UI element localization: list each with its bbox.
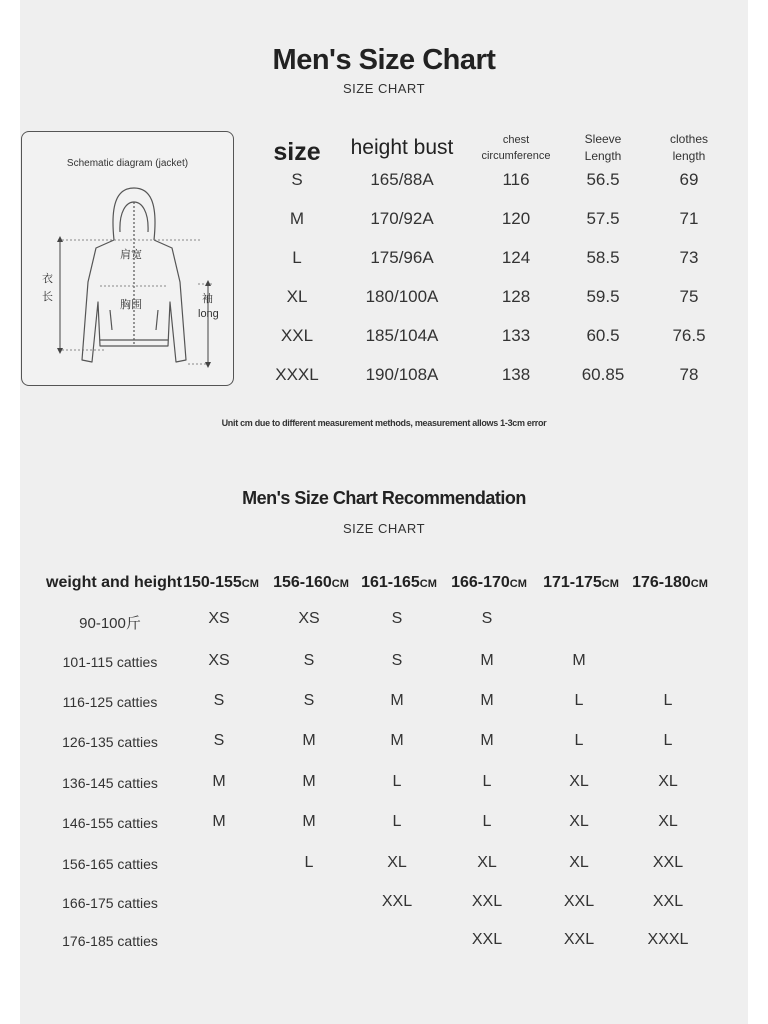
size-table-cell-clothes-length: 78 (679, 365, 699, 384)
height-range-label: 161-165 (361, 574, 420, 591)
size-table-cell-size: L (292, 248, 302, 267)
recommended-size-cell: XL (658, 813, 678, 830)
weight-row-label: 126-135 catties (62, 734, 158, 750)
measurement-note: Unit cm due to different measurement methods, measurement allows 1-3cm error (221, 418, 547, 428)
recommended-size-cell: M (480, 732, 494, 749)
recommended-size-cell: M (302, 773, 316, 790)
recommended-size-cell: XL (387, 854, 407, 871)
recommended-size-cell: XXL (652, 893, 684, 910)
height-column-header (183, 574, 259, 592)
recommended-size-cell: L (663, 692, 673, 709)
recommended-size-cell: L (574, 732, 584, 749)
unit-label: CM (690, 578, 708, 590)
size-table-cell-sleeve: 57.5 (586, 209, 620, 228)
recommended-size-cell: M (480, 692, 494, 709)
size-table-cell-size: S (291, 170, 303, 189)
unit-label: CM (419, 578, 437, 590)
size-table-cell-height-bust: 170/92A (370, 209, 434, 228)
weight-row-label: 156-165 catties (62, 856, 158, 872)
size-table-cell-chest: 120 (501, 209, 531, 228)
unit-label: CM (331, 578, 349, 590)
recommended-size-cell: L (392, 773, 402, 790)
recommended-size-cell: XXL (471, 931, 503, 948)
weight-row-label: 90-100斤 (79, 615, 141, 632)
height-column-header (632, 574, 708, 592)
recommended-size-cell: M (390, 732, 404, 749)
size-table-cell-height-bust: 190/108A (365, 365, 439, 384)
recommendation-subtitle: SIZE CHART (342, 521, 426, 536)
recommended-size-cell: XS (208, 652, 230, 669)
recommended-size-cell: M (302, 732, 316, 749)
clothes-length-header (670, 131, 708, 165)
size-table-cell-size: XXXL (275, 365, 319, 384)
chest-header (481, 132, 550, 164)
weight-row-label: 116-125 catties (62, 694, 158, 710)
height-column-header (273, 574, 349, 592)
recommended-size-cell: L (663, 732, 673, 749)
unit-label: CM (601, 578, 619, 590)
size-table-cell-chest: 138 (501, 365, 531, 384)
height-range-label: 171-175 (543, 574, 602, 591)
weight-height-header: weight and height (46, 574, 182, 591)
height-column-header (543, 574, 619, 592)
recommended-size-cell: S (481, 610, 493, 627)
recommendation-title: Men's Size Chart Recommendation (242, 488, 526, 508)
length-label-2: 长 (42, 291, 53, 303)
chest-label: 胸围 (120, 299, 142, 311)
recommended-size-cell: S (213, 692, 225, 709)
size-table-cell-height-bust: 185/104A (365, 326, 439, 345)
size-table-cell-sleeve: 59.5 (586, 287, 620, 306)
page-subtitle: SIZE CHART (342, 81, 426, 96)
recommended-size-cell: XXXL (647, 931, 689, 948)
recommended-size-cell: M (212, 813, 226, 830)
size-header: size (273, 138, 321, 166)
size-table-cell-chest: 124 (501, 248, 531, 267)
sleeve-label-1: 袖 (202, 293, 213, 305)
size-table-cell-chest: 116 (502, 170, 530, 189)
recommended-size-cell: XXL (563, 931, 595, 948)
recommended-size-cell: L (392, 813, 402, 830)
recommended-size-cell: XXL (471, 893, 503, 910)
recommended-size-cell: XL (658, 773, 678, 790)
recommended-size-cell: XL (569, 854, 589, 871)
sleeve-label-2: long (198, 308, 219, 320)
weight-row-label: 101-115 catties (62, 654, 158, 670)
recommended-size-cell: L (574, 692, 584, 709)
size-table-cell-chest: 133 (501, 326, 531, 345)
recommended-size-cell: M (480, 652, 494, 669)
unit-label: CM (241, 578, 259, 590)
size-table-cell-sleeve: 60.85 (581, 365, 625, 384)
size-table-cell-clothes-length: 73 (679, 248, 699, 267)
recommended-size-cell: XXL (563, 893, 595, 910)
height-range-label: 166-170 (451, 574, 510, 591)
recommended-size-cell: XS (208, 610, 230, 627)
size-table-cell-clothes-length: 75 (679, 287, 699, 306)
height-column-header (361, 574, 437, 592)
recommended-size-cell: XS (298, 610, 320, 627)
size-table-cell-height-bust: 165/88A (370, 170, 434, 189)
recommended-size-cell: S (391, 652, 403, 669)
recommended-size-cell: M (302, 813, 316, 830)
size-table-cell-clothes-length: 69 (679, 170, 699, 189)
recommended-size-cell: XL (569, 813, 589, 830)
size-table-cell-sleeve: 56.5 (586, 170, 620, 189)
chest-header-line2: circumference (481, 150, 551, 162)
size-table-cell-size: XL (286, 287, 308, 306)
sleeve-header-line1: Sleeve (584, 132, 622, 146)
jacket-diagram (21, 131, 234, 386)
recommended-size-cell: S (303, 692, 315, 709)
chest-header-line1: chest (502, 134, 530, 146)
recommended-size-cell: S (391, 610, 403, 627)
size-table-cell-size: M (289, 209, 305, 228)
recommended-size-cell: S (213, 732, 225, 749)
size-table-cell-chest: 128 (501, 287, 531, 306)
recommended-size-cell: M (572, 652, 586, 669)
recommended-size-cell: XXL (652, 854, 684, 871)
clothes-header-line2: length (672, 149, 706, 163)
size-table-cell-sleeve: 58.5 (586, 248, 620, 267)
weight-row-label: 166-175 catties (62, 895, 158, 911)
height-column-header (451, 574, 527, 592)
weight-row-label: 146-155 catties (62, 815, 158, 831)
size-table-cell-clothes-length: 76.5 (672, 326, 706, 345)
weight-row-label: 136-145 catties (62, 775, 158, 791)
size-table-cell-clothes-length: 71 (679, 209, 699, 228)
size-table-cell-height-bust: 180/100A (365, 287, 439, 306)
clothes-header-line1: clothes (669, 132, 709, 146)
page-title: Men's Size Chart (272, 44, 496, 76)
length-label-1: 衣 (42, 273, 53, 285)
height-range-label: 150-155 (183, 574, 242, 591)
size-table-cell-size: XXL (280, 326, 314, 345)
sleeve-header-line2: Length (584, 149, 622, 163)
height-bust-header: height bust (350, 136, 454, 159)
recommended-size-cell: XL (477, 854, 497, 871)
size-table-cell-sleeve: 60.5 (586, 326, 620, 345)
recommended-size-cell: L (482, 813, 492, 830)
weight-row-label: 176-185 catties (62, 933, 158, 949)
recommended-size-cell: XXL (381, 893, 413, 910)
shoulder-label: 肩宽 (120, 249, 142, 261)
height-range-label: 176-180 (632, 574, 691, 591)
height-range-label: 156-160 (273, 574, 332, 591)
recommended-size-cell: L (304, 854, 314, 871)
recommended-size-cell: S (303, 652, 315, 669)
recommended-size-cell: L (482, 773, 492, 790)
diagram-caption: Schematic diagram (jacket) (66, 158, 189, 169)
recommended-size-cell: M (390, 692, 404, 709)
unit-label: CM (509, 578, 527, 590)
recommended-size-cell: M (212, 773, 226, 790)
size-table-cell-height-bust: 175/96A (370, 248, 434, 267)
recommended-size-cell: XL (569, 773, 589, 790)
sleeve-header (585, 131, 622, 165)
